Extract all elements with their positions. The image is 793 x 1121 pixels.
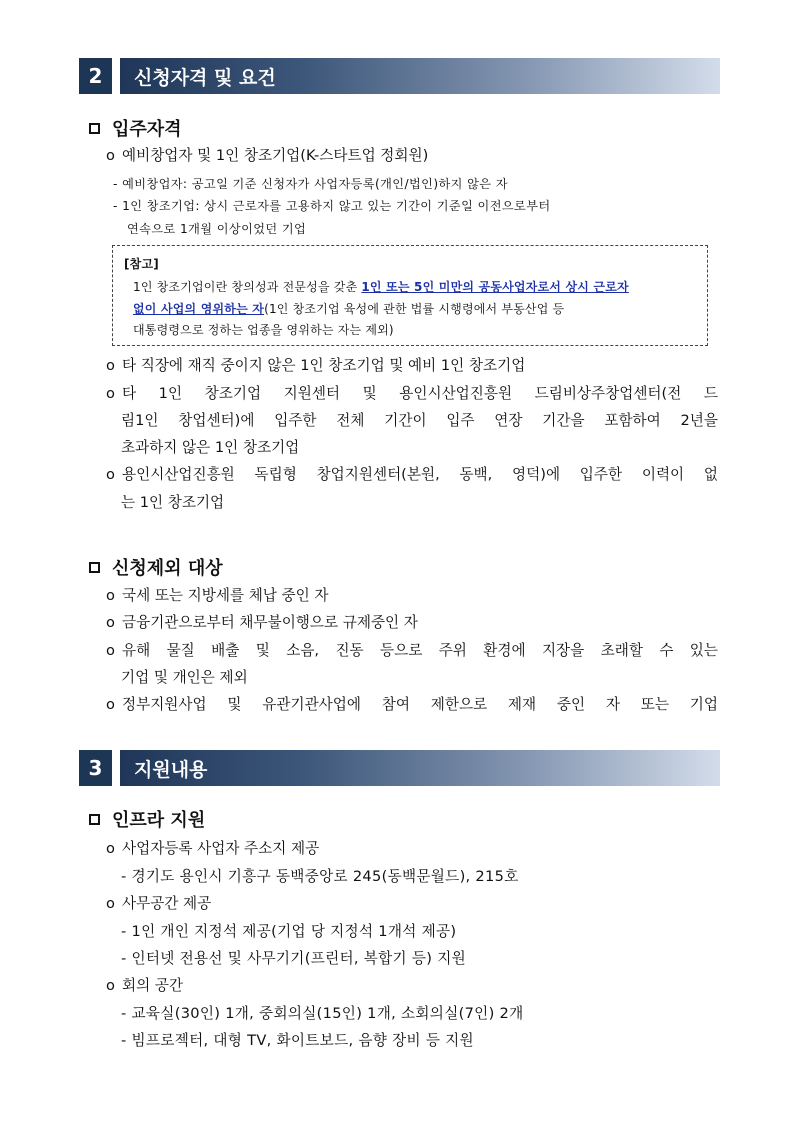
item-text: 타 직장에 재직 중이지 않은 1인 창조기업 및 예비 1인 창조기업 — [122, 357, 526, 374]
square-bullet-icon — [89, 562, 100, 573]
bullet: o — [106, 357, 115, 374]
section-number: 3 — [79, 750, 112, 786]
subheading-label: 인프라 지원 — [112, 810, 206, 831]
subheading-exclusion — [89, 554, 223, 580]
bullet: o — [106, 385, 115, 402]
reference-highlight: 1인 또는 5인 미만의 공동사업자로서 상시 근로자 — [361, 280, 629, 294]
item-text: 사업자등록 사업자 주소지 제공 — [122, 840, 320, 857]
bullet: o — [106, 614, 115, 631]
list-item — [106, 695, 718, 715]
dash-item: - 빔프로젝터, 대형 TV, 화이트보드, 음향 장비 등 지원 — [121, 1032, 474, 1049]
item-text: 금융기관으로부터 채무불이행으로 규제중인 자 — [122, 614, 418, 631]
subheading-label: 입주자격 — [112, 119, 182, 140]
square-bullet-icon — [89, 123, 100, 134]
square-bullet-icon — [89, 814, 100, 825]
bullet: o — [106, 642, 115, 659]
dash-item: - 경기도 용인시 기흥구 동백중앙로 245(동백문월드), 215호 — [121, 868, 519, 885]
item-text: 국세 또는 지방세를 체납 중인 자 — [122, 587, 329, 604]
list-item-continued: 림1인 창업센터)에 입주한 전체 기간이 입주 연장 기간을 포함하여 2년을 — [121, 412, 718, 429]
list-item — [106, 465, 718, 485]
list-item — [106, 356, 525, 376]
item-text: 회의 공간 — [122, 977, 184, 994]
reference-line-3: 대통령령으로 정하는 업종을 영위하는 자는 제외) — [133, 323, 394, 337]
dash-item: - 1인 창조기업: 상시 근로자를 고용하지 않고 있는 기간이 기준일 이전으로부터 — [113, 199, 551, 213]
list-item — [106, 976, 183, 996]
list-item — [106, 839, 319, 859]
reference-label: [참고] — [124, 257, 159, 271]
dash-item-continued: 연속으로 1개월 이상이었던 기업 — [127, 222, 307, 236]
subheading-occupancy — [89, 115, 182, 141]
bullet: o — [106, 840, 115, 857]
bullet: o — [106, 147, 115, 164]
section-2-header — [79, 58, 720, 94]
list-item — [106, 613, 418, 633]
reference-line-2 — [133, 300, 564, 318]
reference-line-1 — [133, 278, 629, 296]
item-text: 용인시산업진흥원 독립형 창업지원센터(본원, 동백, 영덕)에 입주한 이력이 없 — [122, 466, 718, 483]
reference-text: 1인 창조기업이란 창의성과 전문성을 갖춘 — [133, 280, 362, 294]
reference-box — [112, 245, 708, 346]
bullet: o — [106, 895, 115, 912]
list-item — [106, 641, 718, 661]
bullet: o — [106, 466, 115, 483]
dash-item: - 교육실(30인) 1개, 중회의실(15인) 1개, 소회의실(7인) 2개 — [121, 1005, 524, 1022]
reference-text: (1인 창조기업 육성에 관한 법률 시행령에서 부동산업 등 — [264, 302, 565, 316]
list-item-continued: 초과하지 않은 1인 창조기업 — [121, 439, 300, 456]
list-item — [106, 384, 718, 404]
list-item — [106, 586, 328, 606]
subheading-infra — [89, 806, 205, 832]
item-text: 타 1인 창조기업 지원센터 및 용인시산업진흥원 드림비상주창업센터(전 드 — [122, 385, 718, 402]
dash-item: - 인터넷 전용선 및 사무기기(프린터, 복합기 등) 지원 — [121, 950, 467, 967]
reference-highlight: 없이 사업의 영위하는 자 — [133, 302, 265, 316]
list-item-continued: 기업 및 개인은 제외 — [121, 669, 248, 686]
section-3-header — [79, 750, 720, 786]
dash-item: - 예비창업자: 공고일 기준 신청자가 사업자등록(개인/법인)하지 않은 자 — [113, 177, 508, 191]
item-text: 유해 물질 배출 및 소음, 진동 등으로 주위 환경에 지장을 초래할 수 있는 — [122, 642, 718, 659]
bullet: o — [106, 696, 115, 713]
bullet: o — [106, 977, 115, 994]
list-item — [106, 894, 211, 914]
item-text: 사무공간 제공 — [122, 895, 212, 912]
section-number: 2 — [79, 58, 112, 94]
bullet: o — [106, 587, 115, 604]
list-item — [106, 146, 428, 166]
item-text: 정부지원사업 및 유관기관사업에 참여 제한으로 제재 중인 자 또는 기업 — [122, 696, 718, 713]
section-title: 지원내용 — [120, 750, 720, 786]
subheading-label: 신청제외 대상 — [112, 558, 223, 579]
section-title: 신청자격 및 요건 — [120, 58, 720, 94]
dash-item: - 1인 개인 지정석 제공(기업 당 지정석 1개석 제공) — [121, 923, 457, 940]
item-text: 예비창업자 및 1인 창조기업(K-스타트업 정회원) — [122, 147, 429, 164]
list-item-continued: 는 1인 창조기업 — [121, 494, 225, 511]
